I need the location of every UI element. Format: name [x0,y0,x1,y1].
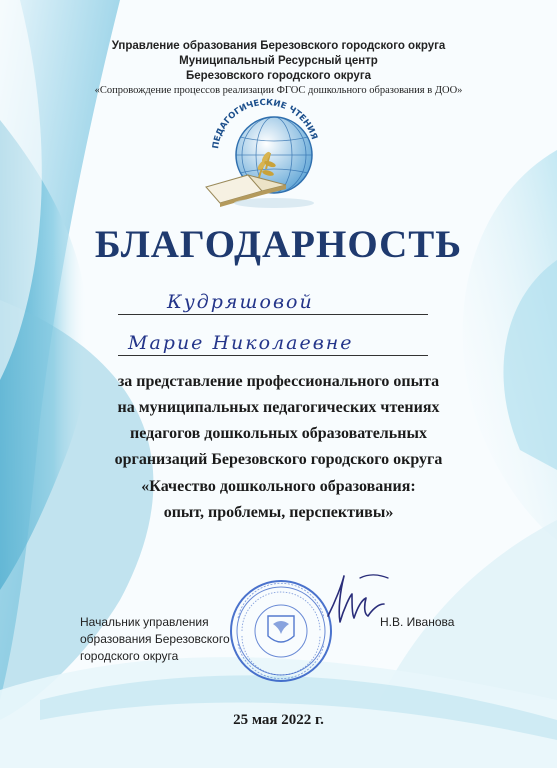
signatory-position-line-3: городского округа [80,649,179,663]
logo-arc-text: ПЕДАГОГИЧЕСКИЕ ЧТЕНИЯ [211,97,319,150]
header-district-line: Березовского городского округа [185,70,372,82]
body-line-4: организаций Березовского городского округа [114,451,443,468]
certificate-title: БЛАГОДАРНОСТЬ [94,223,463,266]
official-stamp-icon [228,578,334,684]
given-name-underline [118,355,428,356]
surname-underline [118,314,428,315]
recipient-surname: Кудряшовой [167,291,314,313]
header-org-line: Управление образования Березовского городского округа [111,40,446,52]
body-line-5: «Качество дошкольного образования: [141,478,416,495]
body-line-2: на муниципальных педагогических чтениях [117,399,440,416]
globe-book-laurel-icon [196,95,336,215]
signatory-position [80,614,230,665]
signatory-name: Н.В. Иванова [380,615,455,629]
header-center-line: Муниципальный Ресурсный центр [179,55,378,67]
signatory-position-line-2: образования Березовского [80,632,230,646]
body-line-3: педагогов дошкольных образовательных [130,425,427,442]
recipient-given-name: Марие Николаевне [128,332,354,354]
signatory-position-line-1: Начальник управления [80,615,209,629]
header-program-line: «Сопровождение процессов реализации ФГОС дошкольного образования в ДОО» [94,85,463,96]
certificate-date: 25 мая 2022 г. [233,712,324,728]
body-line-6: опыт, проблемы, перспективы» [163,504,394,521]
body-line-1: за представление профессионального опыта [117,373,440,390]
